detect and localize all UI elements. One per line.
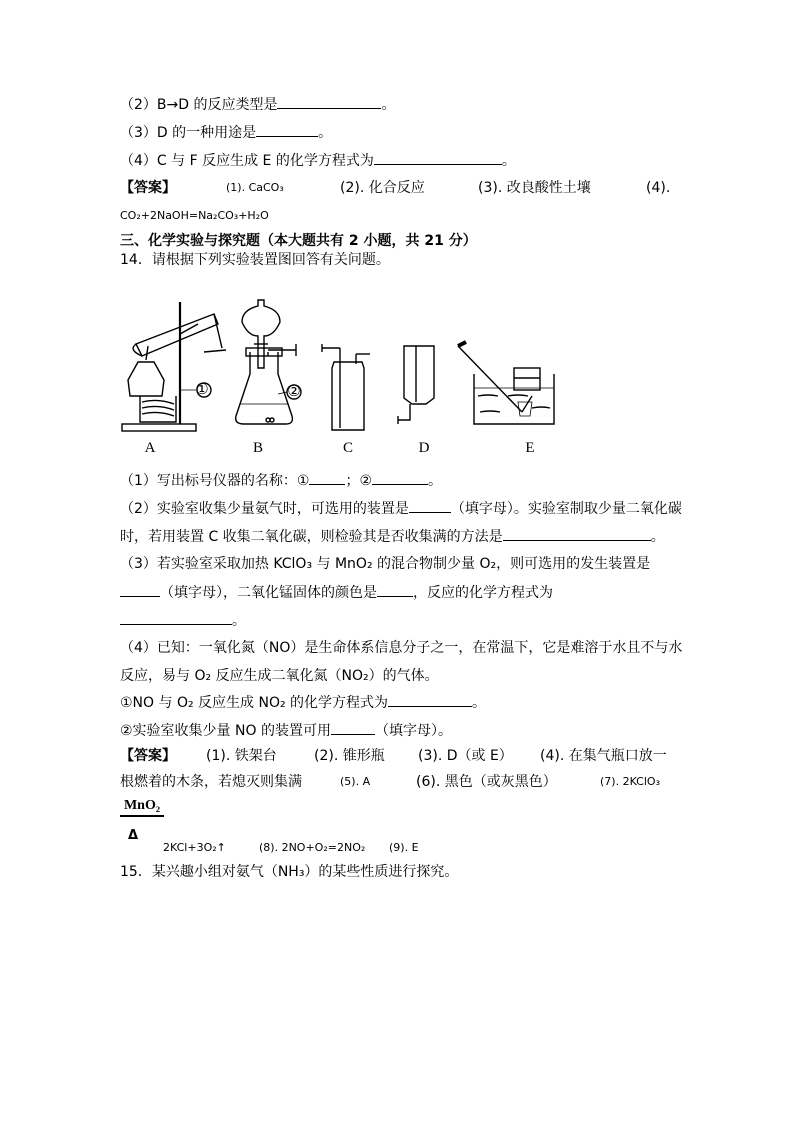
answer-item: (8). 2NO+O₂=2NO₂ (259, 841, 366, 854)
answer-item: (4). 在集气瓶口放一 (540, 748, 667, 764)
q14-part4-item1: ①NO 与 O₂ 反应生成 NO₂ 的化学方程式为 。 (120, 692, 486, 713)
answer-blank[interactable] (277, 94, 381, 109)
apparatus-e (458, 342, 554, 424)
reaction-arrow (120, 815, 164, 817)
q14-part2-line1: （2）实验室收集少量氨气时，可选用的装置是 （填字母）。实验室制取少量二氧化碳 (120, 498, 682, 519)
apparatus-b (236, 300, 301, 424)
answer-item: (4). (646, 180, 671, 196)
q14-part4-line1: （4）已知：一氧化氮（NO）是生命体系信息分子之一，在常温下，它是难溶于水且不与水 (120, 640, 683, 656)
answer-blank[interactable] (388, 692, 472, 707)
answer-blank[interactable] (256, 122, 318, 137)
answer-item: (3). D（或 E） (418, 748, 513, 764)
q13-part2: （2）B→D 的反应类型是 。 (120, 94, 395, 115)
q14-answer-line2 (120, 772, 676, 792)
apparatus-c (322, 344, 370, 430)
figure-mark: ② (287, 384, 301, 400)
heat-symbol: Δ (128, 828, 139, 843)
q13-answer: 【答案】 (1). CaCO₃ (2). 化合反应 (3). 改良酸性土壤 (4). (120, 180, 671, 196)
answer-item: (2). 化合反应 (340, 180, 425, 196)
figure-label: C (342, 440, 354, 456)
answer-item: (9). E (389, 841, 419, 854)
answer-item: (2). 锥形瓶 (314, 748, 385, 764)
figure-label: A (144, 440, 156, 456)
q14-part3-line3: 。 (120, 610, 246, 631)
answer-item: (6). 黑色（或灰黑色） (416, 774, 557, 790)
answer-item: 2KCl+3O₂↑ (163, 841, 226, 854)
q14-answer-line3 (163, 838, 523, 858)
answer-item: (3). 改良酸性土壤 (478, 180, 591, 196)
answer-item: (7). 2KClO₃ (600, 775, 660, 788)
answer-blank[interactable] (374, 150, 502, 165)
q13-part3: （3）D 的一种用途是 。 (120, 122, 332, 143)
answer-blank[interactable] (331, 720, 375, 735)
figure-label: E (525, 440, 535, 456)
apparatus-figure (118, 284, 558, 456)
answer-item: (5). A (340, 775, 371, 788)
answer-blank[interactable] (409, 498, 451, 513)
figure-mark: ① (195, 382, 209, 398)
q14-part3-line2: （填字母），二氧化锰固体的颜色是 ，反应的化学方程式为 (120, 582, 553, 603)
figure-label: D (418, 440, 430, 456)
q14-part4-item2: ②实验室收集少量 NO 的装置可用 （填字母）。 (120, 720, 452, 741)
answer-blank[interactable] (372, 470, 428, 485)
answer-blank[interactable] (503, 526, 651, 541)
answer-blank[interactable] (120, 610, 232, 625)
answer-item: (1). 铁架台 (206, 748, 277, 764)
answer-item: (1). CaCO₃ (226, 181, 284, 194)
q13-part4: （4）C 与 F 反应生成 E 的化学方程式为 。 (120, 150, 516, 171)
q14-part4-line2: 反应，易与 O₂ 反应生成二氧化氮（NO₂）的气体。 (120, 668, 439, 684)
reaction-condition: MnO₂ (120, 798, 164, 817)
answer-blank[interactable] (377, 582, 413, 597)
answer-item: 根燃着的木条，若熄灭则集满 (120, 774, 302, 790)
answer-blank[interactable] (309, 470, 345, 485)
q13-answer-equation: CO₂+2NaOH=Na₂CO₃+H₂O (120, 209, 269, 222)
q14-part1: （1）写出标号仪器的名称：① ；② 。 (120, 470, 442, 491)
apparatus-a (122, 302, 226, 431)
q14-part2-line2: 时，若用装置 C 收集二氧化碳，则检验其是否收集满的方法是 。 (120, 526, 665, 547)
section-heading: 三、化学实验与探究题（本大题共有 2 小题，共 21 分） (120, 233, 477, 249)
figure-label: B (252, 440, 264, 456)
q14-part3-line1: （3）若实验室采取加热 KClO₃ 与 MnO₂ 的混合物制少量 O₂，则可选用的发生装置是 (120, 556, 651, 572)
q14-stem: 14．请根据下列实验装置图回答有关问题。 (120, 252, 390, 268)
q15-stem: 15．某兴趣小组对氨气（NH₃）的某些性质进行探究。 (120, 864, 459, 880)
q14-answer-line1: 【答案】 (1). 铁架台 (2). 锥形瓶 (3). D（或 E） (4). 在集气瓶口放一 (120, 748, 667, 764)
answer-blank[interactable] (120, 582, 160, 597)
apparatus-d (398, 346, 434, 424)
